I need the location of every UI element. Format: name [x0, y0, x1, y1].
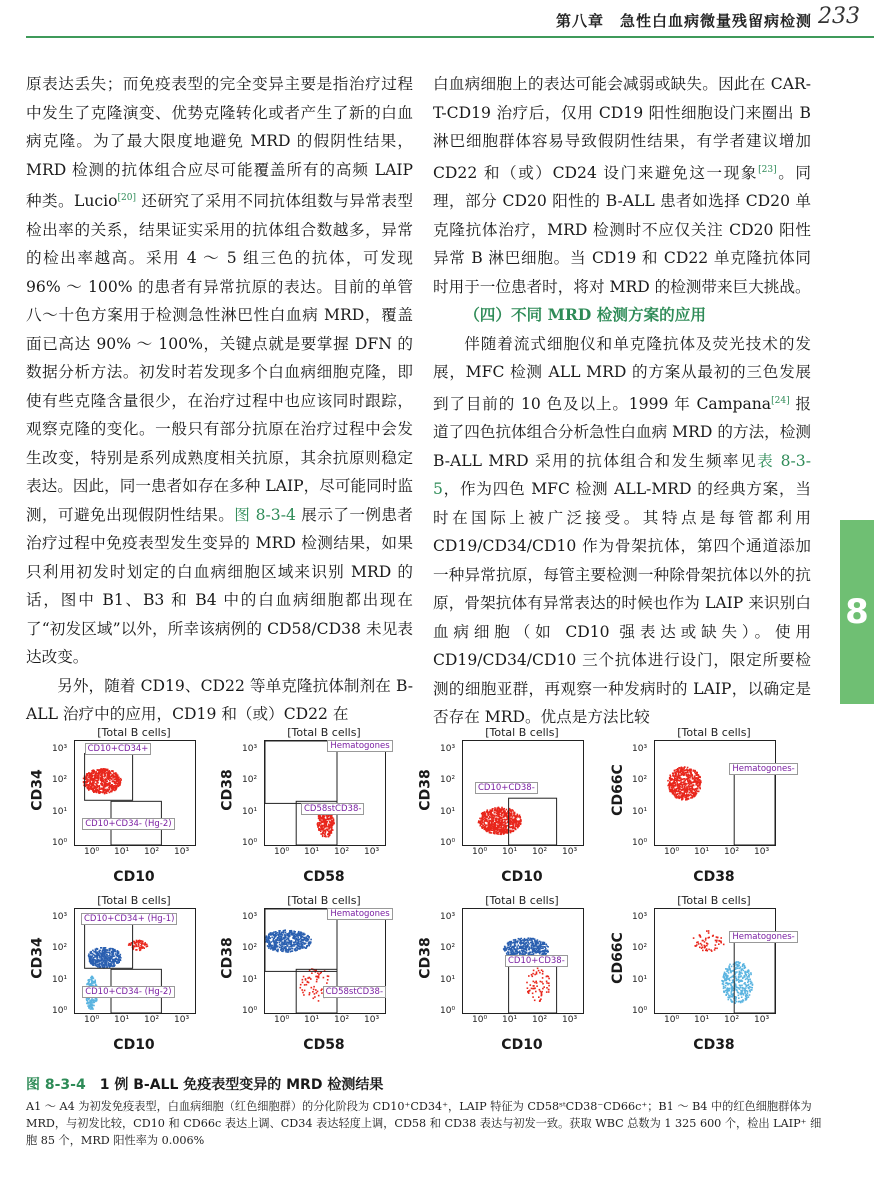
- y-axis-label: CD34: [30, 769, 47, 811]
- y-tick-label: 10³: [52, 912, 68, 922]
- text: 展示了一例患者治疗过程中免疫表型发生变异的 MRD 检测结果，如果只利用初发时划定的白血病细胞区域来识别 MRD 的话，图中 B1、B3 和 B4 中的白血病细胞都出现在了“初发区域”以外，所幸该病例的 CD58/CD38 未见表达改变。: [26, 505, 413, 667]
- caption-body: A1 ～ A4 为初发免疫表型，白血病细胞（红色细胞群）的分化阶段为 CD10⁺CD34⁺，LAIP 特征为 CD58ˢᵗCD38⁻CD66c⁺；B1 ～ B4 中的红色细胞群体为 MRD，与初发比较，CD10 和 CD66c 表达上调、CD34 表达轻度上调，CD58 和 CD38 表达与初发一致。获取 WBC 总数为 1 325 600 个，检出 LAIP⁺ 细胞 85 个，MRD 阳性率为 0.006%: [26, 1100, 822, 1147]
- x-tick-label: 10³: [364, 847, 380, 857]
- text: 伴随着流式细胞仪和单克隆抗体及荧光技术的发展，MFC 检测 ALL MRD 的方案从最初的三色发展到了目前的 10 色及以上。1999 年 Campana: [433, 334, 811, 413]
- y-tick-label: 10¹: [440, 806, 456, 817]
- paragraph: [433, 70, 811, 301]
- x-tick-label: 10¹: [114, 847, 130, 857]
- flow-cytometry-figure: [26, 726, 826, 1062]
- figure-reference-link[interactable]: 图 8-3-4: [234, 505, 296, 524]
- y-tick-label: 10¹: [52, 806, 68, 817]
- x-tick-label: 10⁰: [274, 847, 290, 857]
- panel-title: [Total B cells]: [287, 894, 361, 907]
- y-tick-label: 10⁰: [52, 838, 68, 848]
- x-tick-label: 10¹: [304, 847, 320, 857]
- leukemia-cell-population: [128, 940, 148, 952]
- x-tick-label: 10²: [334, 847, 350, 857]
- leukemia-cell-population: [667, 766, 702, 800]
- y-tick-label: 10²: [52, 943, 68, 954]
- x-tick-label: 10⁰: [274, 1015, 290, 1025]
- x-tick-label: 10³: [174, 1015, 190, 1025]
- scatter-svg: [655, 909, 775, 1013]
- y-tick-label: 10²: [242, 943, 258, 954]
- flow-panel: [26, 726, 206, 888]
- scatter-svg: [655, 741, 775, 845]
- scatter-plot: [74, 908, 196, 1014]
- text: 。同理，部分 CD20 阳性的 B-ALL 患者如选择 CD20 单克隆抗体治疗，MRD 检测时不应仅关注 CD20 阳性异常 B 淋巴细胞。当 CD19 和 CD22 单克隆抗体同时用于一位患者时，将对 MRD 的检测带来巨大挑战。: [433, 163, 811, 296]
- x-tick-label: 10³: [174, 847, 190, 857]
- y-axis-label: CD38: [418, 937, 435, 979]
- text: 白血病细胞上的表达可能会减弱或缺失。因此在 CAR-T-CD19 治疗后，仅用 CD19 阳性细胞设门来圈出 B 淋巴细胞群体容易导致假阴性结果，有学者建议增加 CD22 和（或）CD24 设门来避免这一现象: [433, 75, 811, 182]
- y-tick-label: 10¹: [440, 974, 456, 985]
- scatter-plot: [654, 908, 795, 1014]
- gate-label: Hematogones: [327, 908, 392, 920]
- gate-label: Hematogones: [327, 740, 392, 752]
- y-tick-label: 10²: [440, 943, 456, 954]
- x-axis-label: CD10: [501, 1037, 543, 1053]
- y-tick-label: 10²: [632, 775, 648, 786]
- page-number: 233: [818, 4, 860, 29]
- panel-title: [Total B cells]: [485, 726, 559, 739]
- scatter-plot: [264, 740, 390, 846]
- scatter-plot: [462, 740, 584, 846]
- x-tick-label: 10⁰: [472, 847, 488, 857]
- y-tick-label: 10⁰: [440, 838, 456, 848]
- paragraph: [26, 70, 413, 672]
- y-axis-label: CD34: [30, 937, 47, 979]
- x-tick-label: 10²: [724, 1015, 740, 1025]
- paragraph: 另外，随着 CD19、CD22 等单克隆抗体制剂在 B-ALL 治疗中的应用，CD19 和（或）CD22 在: [26, 676, 413, 724]
- x-tick-label: 10¹: [502, 1015, 518, 1025]
- x-axis-label: CD38: [693, 1037, 735, 1053]
- normal-b-population: [265, 929, 312, 952]
- y-tick-label: 10²: [440, 775, 456, 786]
- gate-label: CD58stCD38-: [301, 803, 364, 815]
- chapter-title: 第八章 急性白血病微量残留病检测: [555, 12, 812, 30]
- x-tick-label: 10²: [334, 1015, 350, 1025]
- header-rule: [26, 36, 874, 38]
- y-tick-label: 10³: [632, 744, 648, 754]
- text: 原表达丢失；而免疫表型的完全变异主要是指治疗过程中发生了克隆演变、优势克隆转化或者产生了新的白血病克隆。为了最大限度地避免 MRD 的假阴性结果，MRD 检测的抗体组合应尽可能覆盖所有的高频 LAIP 种类。Lucio: [26, 75, 413, 211]
- y-tick-label: 10³: [440, 744, 456, 754]
- hematogone-population: [721, 961, 753, 1004]
- leukemia-cell-population: [526, 968, 550, 1003]
- x-axis-label: CD38: [693, 869, 735, 885]
- gate-label: CD10+CD34+: [85, 743, 152, 755]
- scatter-plot: [462, 908, 584, 1014]
- y-axis-label: CD38: [220, 769, 237, 811]
- section-subheading: （四）不同 MRD 检测方案的应用: [464, 305, 706, 325]
- panel-title: [Total B cells]: [287, 726, 361, 739]
- x-tick-label: 10¹: [694, 1015, 710, 1025]
- leukemia-cell-population: [693, 930, 725, 952]
- scatter-plot: [654, 740, 795, 846]
- x-tick-label: 10⁰: [84, 1015, 100, 1025]
- y-tick-label: 10³: [242, 912, 258, 922]
- text: ，作为四色 MFC 检测 ALL-MRD 的经典方案，当时在国际上被广泛接受。其特点是每管都利用 CD19/CD34/CD10 作为骨架抗体，第四个通道添加一种异常抗原，每管主要检测一种除骨架抗体以外的抗原，骨架抗体有异常表达的时候也作为 LAIP 来识别白血病细胞（如 CD10 强表达或缺失）。使用 CD19/CD34/CD10 三个抗体进行设门，限定所要检测的细胞亚群，再观察一种发病时的 LAIP，以确定是否存在 MRD。优点是方法比较: [433, 480, 811, 727]
- y-axis-label: CD66C: [610, 932, 626, 984]
- caption-title-text: 1 例 B-ALL 免疫表型变异的 MRD 检测结果: [99, 1077, 384, 1093]
- scatter-svg: [265, 741, 385, 845]
- normal-b-population: [88, 947, 122, 969]
- y-tick-label: 10⁰: [632, 838, 648, 848]
- gate-label: CD10+CD38-: [475, 782, 538, 794]
- x-tick-label: 10⁰: [472, 1015, 488, 1025]
- left-column: [26, 70, 413, 729]
- x-tick-label: 10¹: [304, 1015, 320, 1025]
- scatter-plot: [74, 740, 196, 846]
- y-tick-label: 10¹: [632, 806, 648, 817]
- panel-title: [Total B cells]: [485, 894, 559, 907]
- panel-title: [Total B cells]: [677, 894, 751, 907]
- gate-label: Hematogones-: [729, 763, 797, 775]
- leukemia-cell-population: [478, 807, 522, 836]
- y-tick-label: 10³: [632, 912, 648, 922]
- y-tick-label: 10⁰: [242, 1006, 258, 1016]
- y-axis-label: CD66C: [610, 764, 626, 816]
- y-tick-label: 10³: [52, 744, 68, 754]
- y-tick-label: 10³: [440, 912, 456, 922]
- x-tick-label: 10²: [724, 847, 740, 857]
- y-tick-label: 10¹: [52, 974, 68, 985]
- x-axis-label: CD58: [303, 869, 345, 885]
- x-axis-label: CD10: [501, 869, 543, 885]
- x-tick-label: 10²: [144, 1015, 160, 1025]
- flow-panel: [606, 894, 795, 1056]
- caption-title: [26, 1074, 826, 1094]
- flow-panel: [414, 894, 594, 1056]
- flow-panel: [414, 726, 594, 888]
- x-tick-label: 10³: [562, 1015, 578, 1025]
- y-tick-label: 10¹: [242, 974, 258, 985]
- flow-panel: [216, 894, 396, 1056]
- page-header: [0, 0, 874, 40]
- y-axis-label: CD38: [418, 769, 435, 811]
- gate-label: Hematogones-: [729, 931, 797, 943]
- y-tick-label: 10¹: [242, 806, 258, 817]
- x-axis-label: CD10: [113, 869, 155, 885]
- x-tick-label: 10³: [754, 1015, 770, 1025]
- citation[interactable]: [23]: [758, 164, 777, 175]
- x-axis-label: CD58: [303, 1037, 345, 1053]
- x-tick-label: 10⁰: [84, 847, 100, 857]
- x-tick-label: 10¹: [502, 847, 518, 857]
- y-tick-label: 10¹: [632, 974, 648, 985]
- x-tick-label: 10³: [364, 1015, 380, 1025]
- x-tick-label: 10³: [562, 847, 578, 857]
- text: 还研究了采用不同抗体组数与异常表型检出率的关系，结果证实采用的抗体组合数越多，异常的检出率越高。采用 4 ～ 5 组三色的抗体，可发现 96% ～ 100% 的患者有异常抗原的表达。目前的单管八～十色方案用于检测急性淋巴性白血病 MRD，覆盖面已高达 90% ～ 100%，关键点就是要掌握 DFN 的数据分析方法。初发时若发现多个白血病细胞克隆，即使有些克隆含量很少，在治疗过程中也应该同时跟踪，观察克隆的变化。一般只有部分抗原在治疗过程中会发生改变，特别是系列成熟度相关抗原，其余抗原则稳定表达。因此，同一患者如存在多种 LAIP，尽可能同时监测，可避免出现假阴性结果。: [26, 192, 413, 524]
- gate-label: CD10+CD34+ (Hg-1): [81, 913, 177, 925]
- right-column: [433, 70, 811, 732]
- x-tick-label: 10⁰: [664, 1015, 680, 1025]
- x-tick-label: 10⁰: [664, 847, 680, 857]
- x-tick-label: 10¹: [114, 1015, 130, 1025]
- leukemia-cell-population: [83, 768, 122, 794]
- chapter-side-tab[interactable]: 8: [840, 520, 874, 704]
- gate-region: [265, 741, 337, 803]
- panel-title: [Total B cells]: [677, 726, 751, 739]
- gate-label: CD58stCD38-: [323, 986, 386, 998]
- gate-label: CD10+CD34- (Hg-2): [82, 986, 174, 998]
- y-axis-label: CD38: [220, 937, 237, 979]
- flow-panel: [216, 726, 396, 888]
- y-tick-label: 10⁰: [52, 1006, 68, 1016]
- text: 报道了四色抗体组合分析急性白血病 MRD 的方法，检测 B-ALL MRD 采用的抗体组合和发生频率见: [433, 394, 811, 470]
- panel-title: [Total B cells]: [97, 726, 171, 739]
- flow-panel: [606, 726, 795, 888]
- y-tick-label: 10⁰: [632, 1006, 648, 1016]
- paragraph: [433, 330, 811, 732]
- x-tick-label: 10²: [532, 847, 548, 857]
- y-tick-label: 10²: [632, 943, 648, 954]
- y-tick-label: 10³: [242, 744, 258, 754]
- x-tick-label: 10³: [754, 847, 770, 857]
- citation[interactable]: [24]: [771, 395, 790, 406]
- panel-title: [Total B cells]: [97, 894, 171, 907]
- figure-caption: [26, 1074, 826, 1149]
- y-tick-label: 10²: [52, 775, 68, 786]
- flow-panel: [26, 894, 206, 1056]
- y-tick-label: 10⁰: [440, 1006, 456, 1016]
- x-tick-label: 10²: [532, 1015, 548, 1025]
- scatter-plot: [264, 908, 390, 1014]
- gate-region: [734, 772, 775, 845]
- x-axis-label: CD10: [113, 1037, 155, 1053]
- y-tick-label: 10²: [242, 775, 258, 786]
- x-tick-label: 10²: [144, 847, 160, 857]
- gate-label: CD10+CD38-: [505, 955, 568, 967]
- citation[interactable]: [20]: [117, 193, 136, 203]
- caption-number: 图 8-3-4: [26, 1077, 86, 1093]
- y-tick-label: 10⁰: [242, 838, 258, 848]
- table-reference-link[interactable]: 表 8-3-5: [433, 451, 811, 499]
- gate-label: CD10+CD34- (Hg-2): [82, 818, 174, 830]
- x-tick-label: 10¹: [694, 847, 710, 857]
